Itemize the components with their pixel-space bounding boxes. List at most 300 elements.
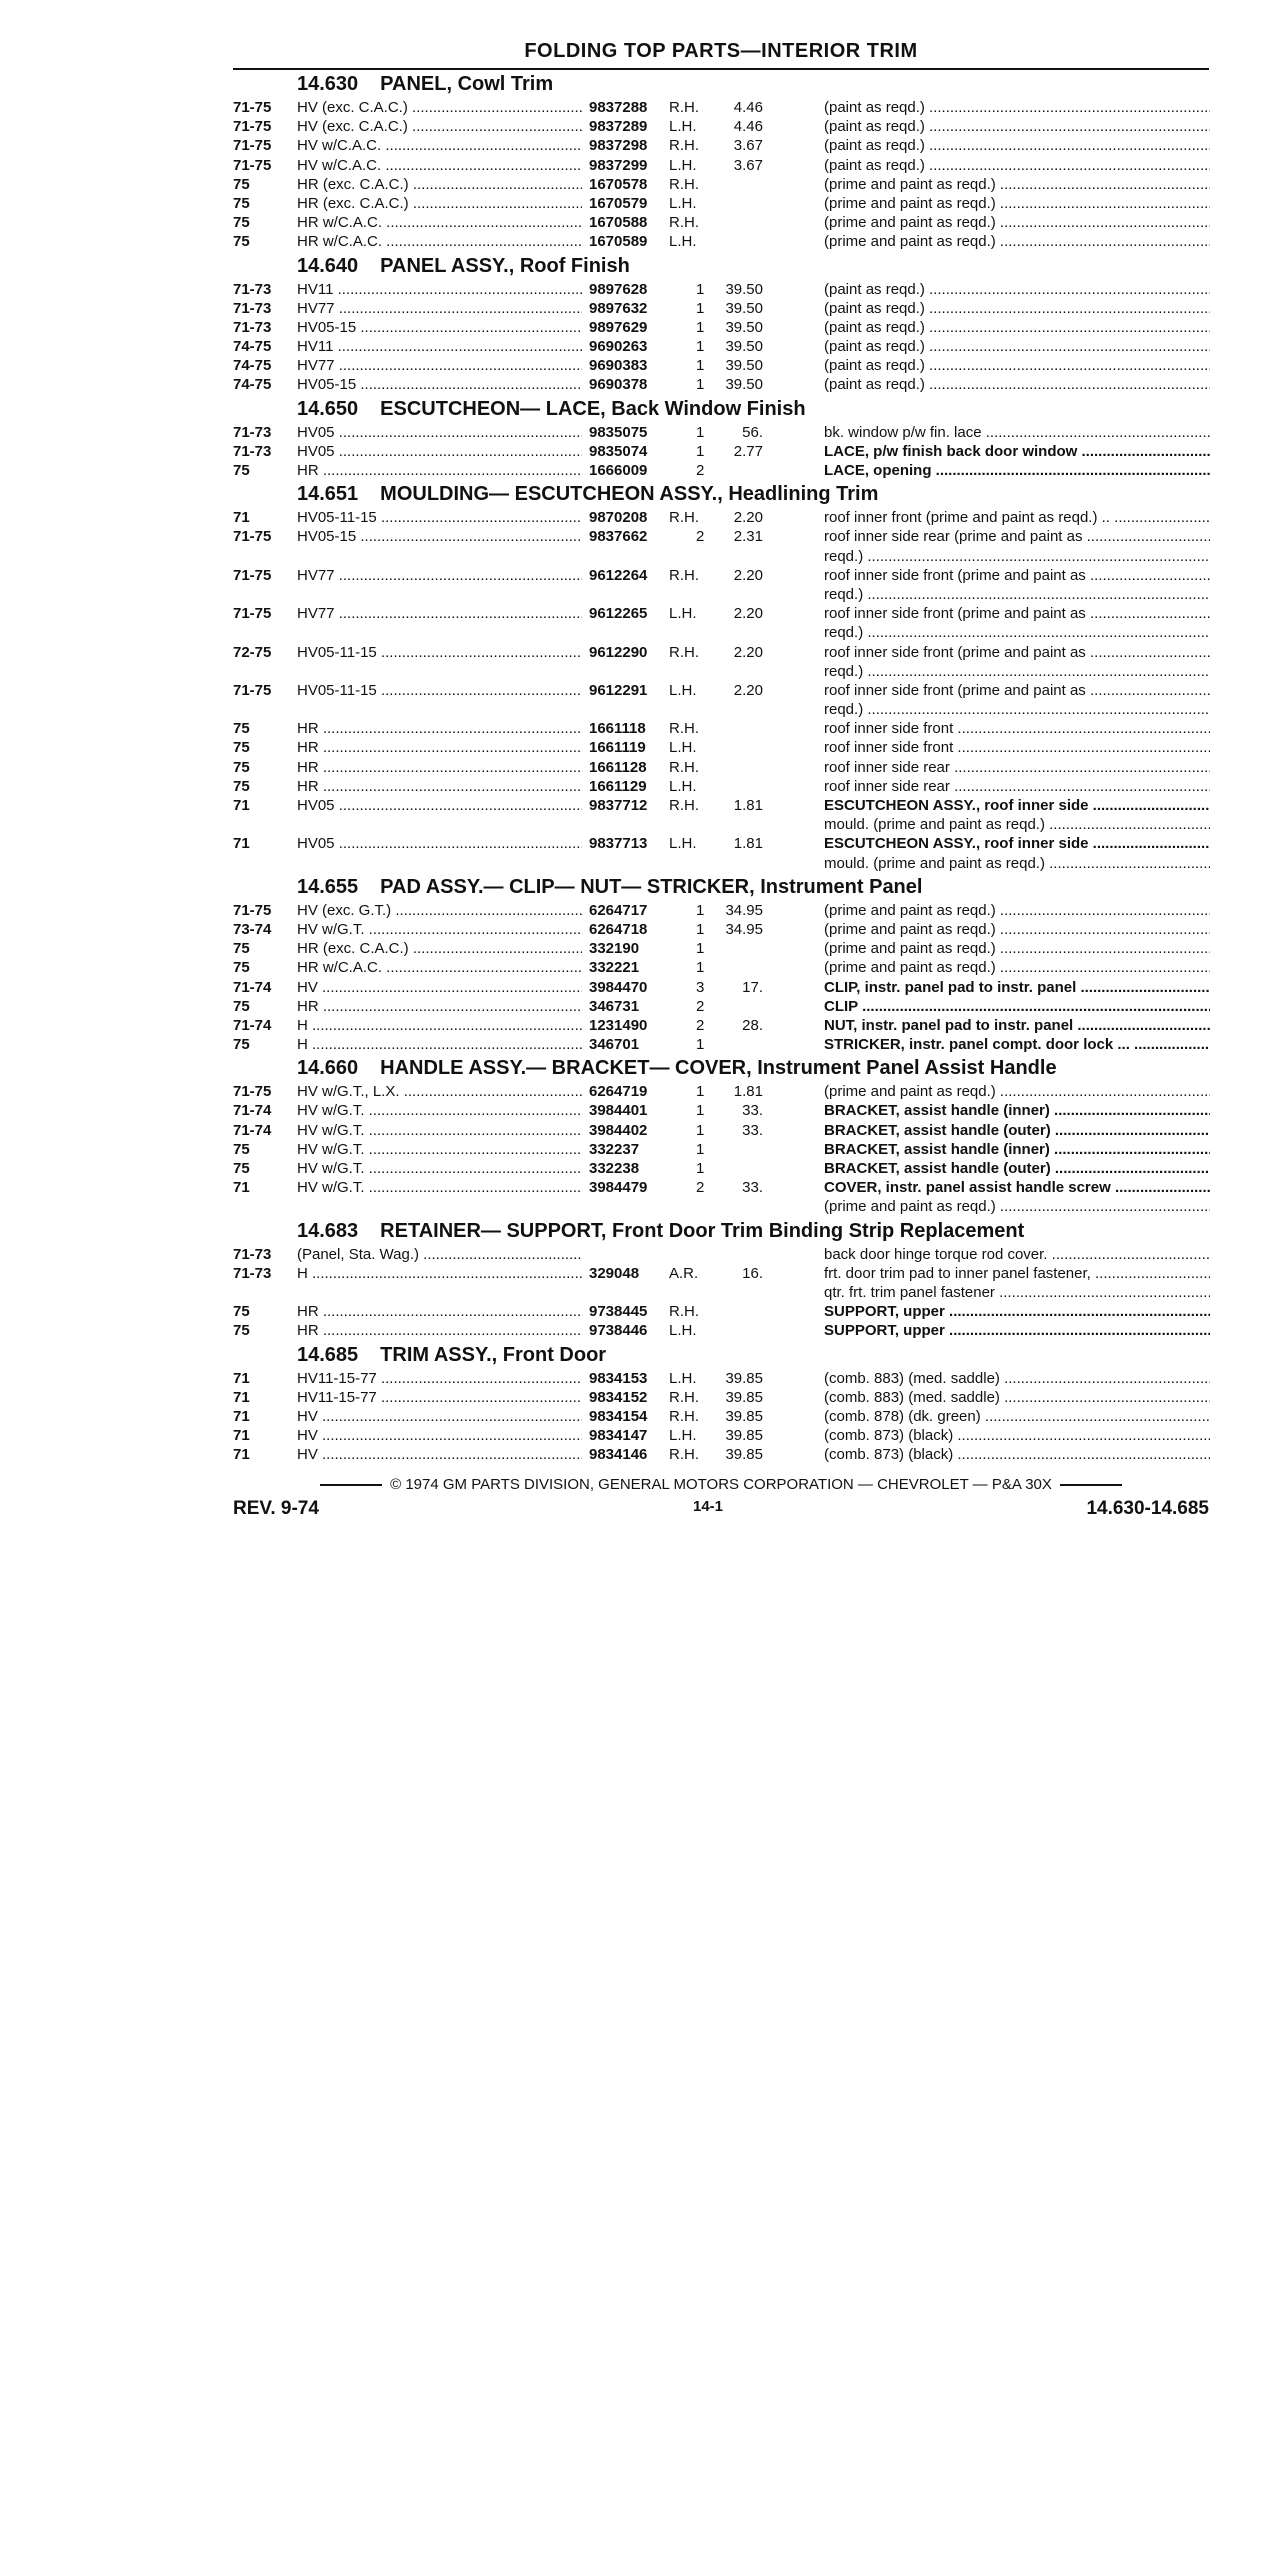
part-row bbox=[233, 1245, 1209, 1264]
part-row bbox=[233, 194, 1209, 213]
model-cell: HV w/C.A.C. ..... bbox=[297, 156, 582, 175]
part-number-cell: 9835075 bbox=[589, 423, 648, 441]
section-name: PAD ASSY.— CLIP— NUT— STRICKER, Instrument Panel bbox=[380, 875, 923, 898]
side-cell: R.H. bbox=[669, 175, 699, 193]
quantity-cell: 1 bbox=[696, 318, 705, 336]
part-number-cell: 9870208 bbox=[589, 509, 648, 527]
part-row bbox=[233, 719, 1209, 738]
model-cell: HV05-11-15 ..... bbox=[297, 681, 582, 700]
section-name: HANDLE ASSY.— BRACKET— COVER, Instrument Panel Assist Handle bbox=[380, 1057, 1057, 1080]
model-cell: HR (exc. C.A.C.) ..... bbox=[297, 939, 582, 958]
quantity-cell: 1 bbox=[696, 920, 705, 938]
description-cell: (prime and paint as reqd.) ..... bbox=[824, 920, 1210, 939]
part-number-cell: 9612264 bbox=[589, 566, 648, 584]
description-cell: (comb. 883) (med. saddle) ..... bbox=[824, 1388, 1210, 1407]
part-number-cell: 1231490 bbox=[589, 1016, 648, 1034]
section-name: PANEL ASSY., Roof Finish bbox=[380, 254, 630, 277]
description-cell: (comb. 883) (med. saddle) ..... bbox=[824, 1369, 1210, 1388]
model-cell: HV w/G.T. ..... bbox=[297, 1101, 582, 1120]
description-cell: roof inner side front ..... bbox=[824, 719, 1210, 738]
year-cell: 71-73 bbox=[233, 423, 272, 441]
part-row: 74-75 HV05-15 ..... 9690378 1 39.50 (paint as reqd.) ..... bbox=[233, 375, 1209, 394]
model-cell: HV w/G.T. ..... bbox=[297, 920, 582, 939]
description-cell: (prime and paint as reqd.) ..... bbox=[824, 1082, 1210, 1101]
part-row bbox=[233, 1140, 1209, 1159]
footer-copyright-line bbox=[233, 1476, 1209, 1498]
model-cell: HV w/G.T. ..... bbox=[297, 1121, 582, 1140]
side-cell: A.R. bbox=[669, 1264, 699, 1282]
model-cell: HV05-15 ..... bbox=[297, 527, 582, 546]
part-number-cell: 1670588 bbox=[589, 214, 648, 232]
side-cell: R.H. bbox=[669, 566, 699, 584]
description-cell: reqd.) ..... bbox=[824, 662, 1210, 681]
description-cell: BRACKET, assist handle (inner) ..... bbox=[824, 1101, 1210, 1120]
parts-catalog-page bbox=[233, 40, 1209, 1522]
section-title bbox=[233, 1054, 1209, 1082]
side-cell: L.H. bbox=[669, 233, 697, 251]
description-cell: (paint as reqd.) ..... bbox=[824, 156, 1210, 175]
part-row: 74-75 HV77 ..... 9690383 1 39.50 (paint as reqd.) ..... bbox=[233, 356, 1209, 375]
year-cell: 71-74 bbox=[233, 1016, 272, 1034]
description-cell: (prime and paint as reqd.) ..... bbox=[824, 958, 1210, 977]
model-cell: HV05-15 ..... bbox=[297, 375, 582, 394]
description-cell: roof inner side front ..... bbox=[824, 738, 1210, 757]
model-cell: H ..... bbox=[297, 1264, 582, 1283]
year-cell: 74-75 bbox=[233, 338, 272, 356]
description-cell: SUPPORT, upper ..... bbox=[824, 1321, 1210, 1340]
part-number-cell: 9738446 bbox=[589, 1322, 648, 1340]
part-row: 71-74 HV w/G.T. ..... 3984401 1 .33 BRACKET, assist handle (inner) ..... bbox=[233, 1101, 1209, 1120]
part-number-cell: 346731 bbox=[589, 997, 640, 1015]
year-cell: 75 bbox=[233, 194, 250, 212]
year-cell: 71-74 bbox=[233, 1102, 272, 1120]
part-row bbox=[233, 1159, 1209, 1178]
year-cell: 71-73 bbox=[233, 280, 272, 298]
part-row: 71 HV11-15-77 ..... 9834153 L.H. 39.85 (comb. 883) (med. saddle) ..... bbox=[233, 1369, 1209, 1388]
side-cell: L.H. bbox=[669, 156, 697, 174]
part-row: 71-75 HV w/C.A.C. ..... 9837299 L.H. 3.67 (paint as reqd.) ..... bbox=[233, 156, 1209, 175]
year-cell: 71-75 bbox=[233, 528, 272, 546]
part-row bbox=[233, 777, 1209, 796]
model-cell: HR w/C.A.C. ..... bbox=[297, 213, 582, 232]
part-row: 71-73 HV77 ..... 9897632 1 39.50 (paint as reqd.) ..... bbox=[233, 299, 1209, 318]
quantity-cell: 1 bbox=[696, 1102, 705, 1120]
side-cell: L.H. bbox=[669, 605, 697, 623]
part-row: 71-75 HV w/C.A.C. ..... 9837298 R.H. 3.67 (paint as reqd.) ..... bbox=[233, 136, 1209, 155]
part-number-cell: 9690383 bbox=[589, 357, 648, 375]
model-cell: HR (exc. C.A.C.) ..... bbox=[297, 194, 582, 213]
part-row: 71 HV05-11-15 ..... 9870208 R.H. 2.20 roof inner front (prime and paint as reqd.) .. ..... bbox=[233, 508, 1209, 527]
description-cell: STRICKER, instr. panel compt. door lock ... ..... bbox=[824, 1035, 1210, 1054]
year-cell: 71 bbox=[233, 1179, 250, 1197]
part-row bbox=[233, 175, 1209, 194]
quantity-cell: 1 bbox=[696, 1121, 705, 1139]
part-row: 71-74 HV ..... 3984470 3 .17 CLIP, instr. panel pad to instr. panel ..... bbox=[233, 978, 1209, 997]
quantity-cell: 1 bbox=[696, 1160, 705, 1177]
year-cell: 71-75 bbox=[233, 156, 272, 174]
part-number-cell: 9690378 bbox=[589, 376, 648, 394]
quantity-cell: 2 bbox=[696, 997, 705, 1015]
part-row bbox=[233, 939, 1209, 958]
side-cell: L.H. bbox=[669, 1369, 697, 1387]
part-row bbox=[233, 547, 1209, 566]
quantity-cell: 2 bbox=[696, 1016, 705, 1034]
part-row: 71-73 HV05 ..... 9835074 1 2.77 LACE, p/w finish back door window ..... bbox=[233, 442, 1209, 461]
model-cell: HV w/C.A.C. ..... bbox=[297, 136, 582, 155]
section-name: RETAINER— SUPPORT, Front Door Trim Binding Strip Replacement bbox=[380, 1219, 1025, 1242]
model-cell: HV05-11-15 ..... bbox=[297, 508, 582, 527]
side-cell: L.H. bbox=[669, 777, 697, 795]
model-cell: HV05-15 ..... bbox=[297, 318, 582, 337]
catalog-section bbox=[233, 1217, 1209, 1341]
model-cell: HV w/G.T. ..... bbox=[297, 1159, 582, 1178]
quantity-cell: 1 bbox=[696, 442, 705, 460]
section-number: 14.630 bbox=[297, 73, 359, 95]
part-row: 73-74 HV w/G.T. ..... 6264718 1 34.95 (prime and paint as reqd.) ..... bbox=[233, 920, 1209, 939]
model-cell: HV ..... bbox=[297, 978, 582, 997]
year-cell: 71 bbox=[233, 1407, 250, 1425]
model-cell: HR ..... bbox=[297, 997, 582, 1016]
part-row: 71-73 HV05 ..... 9835075 1 .56 bk. window p/w fin. lace ..... bbox=[233, 423, 1209, 442]
model-cell: HV05 ..... bbox=[297, 834, 582, 853]
part-number-cell: 1661129 bbox=[589, 777, 647, 795]
model-cell: HV77 ..... bbox=[297, 566, 582, 585]
part-row bbox=[233, 623, 1209, 642]
footer-copyright: © 1974 GM PARTS DIVISION, GENERAL MOTORS CORPORATION — CHEVROLET — P&A 30X bbox=[390, 1476, 1052, 1494]
model-cell: HV (exc. C.A.C.) ..... bbox=[297, 117, 582, 136]
part-number-cell: 9612265 bbox=[589, 605, 648, 623]
year-cell: 71-73 bbox=[233, 318, 272, 336]
year-cell: 75 bbox=[233, 462, 250, 479]
quantity-cell: 1 bbox=[696, 1083, 705, 1101]
year-cell: 75 bbox=[233, 739, 250, 757]
model-cell: HR ..... bbox=[297, 738, 582, 757]
model-cell: HV05 ..... bbox=[297, 423, 582, 442]
model-cell: HV w/G.T. ..... bbox=[297, 1140, 582, 1159]
description-cell: roof inner side rear ..... bbox=[824, 758, 1210, 777]
section-name: ESCUTCHEON— LACE, Back Window Finish bbox=[380, 397, 806, 420]
side-cell: L.H. bbox=[669, 194, 697, 212]
part-row: 71-75 HV77 ..... 9612265 L.H. 2.20 roof inner side front (prime and paint as ..... bbox=[233, 604, 1209, 623]
quantity-cell: 1 bbox=[696, 901, 705, 919]
part-row bbox=[233, 585, 1209, 604]
year-cell: 75 bbox=[233, 997, 250, 1015]
description-cell: roof inner side front (prime and paint as ..... bbox=[824, 566, 1210, 585]
description-cell: (prime and paint as reqd.) ..... bbox=[824, 213, 1210, 232]
year-cell: 71 bbox=[233, 797, 250, 814]
description-cell: mould. (prime and paint as reqd.) ..... bbox=[824, 854, 1210, 873]
year-cell: 71-75 bbox=[233, 681, 272, 699]
description-cell: BRACKET, assist handle (outer) ..... bbox=[824, 1121, 1210, 1140]
section-title bbox=[233, 252, 1209, 280]
part-number-cell: 3984470 bbox=[589, 978, 648, 996]
side-cell: L.H. bbox=[669, 1427, 697, 1445]
year-cell: 71-74 bbox=[233, 978, 272, 996]
section-title bbox=[233, 1341, 1209, 1369]
model-cell: H ..... bbox=[297, 1016, 582, 1035]
quantity-cell: 1 bbox=[696, 423, 705, 441]
part-row: 71-75 HV05-15 ..... 9837662 2 2.31 roof inner side rear (prime and paint as ..... bbox=[233, 527, 1209, 546]
description-cell: bk. window p/w fin. lace ..... bbox=[824, 423, 1210, 442]
section-number: 14.685 bbox=[297, 1343, 359, 1366]
part-number-cell: 1670589 bbox=[589, 233, 648, 251]
quantity-cell: 2 bbox=[696, 1179, 705, 1197]
year-cell: 71-75 bbox=[233, 901, 272, 919]
part-row bbox=[233, 232, 1209, 251]
part-number-cell: 9690263 bbox=[589, 338, 648, 356]
quantity-cell: 1 bbox=[696, 338, 705, 356]
model-cell: HV11-15-77 ..... bbox=[297, 1369, 582, 1388]
section-number: 14.683 bbox=[297, 1219, 359, 1242]
footer-rule-right bbox=[1060, 1484, 1122, 1486]
part-number-cell: 9837662 bbox=[589, 528, 648, 546]
model-cell: HV ..... bbox=[297, 1426, 582, 1445]
part-row: 71-75 HV w/G.T., L.X. ..... 6264719 1 1.81 (prime and paint as reqd.) ..... bbox=[233, 1082, 1209, 1101]
part-row bbox=[233, 1035, 1209, 1054]
part-row: 71-75 HV (exc. G.T.) ..... 6264717 1 34.95 (prime and paint as reqd.) ..... bbox=[233, 901, 1209, 920]
part-row: 71-75 HV (exc. C.A.C.) ..... 9837289 L.H. 4.46 (paint as reqd.) ..... bbox=[233, 117, 1209, 136]
footer-section-range: 14.630-14.685 bbox=[1086, 1498, 1209, 1520]
part-row bbox=[233, 738, 1209, 757]
year-cell: 71 bbox=[233, 1446, 250, 1464]
section-number: 14.655 bbox=[297, 875, 359, 898]
quantity-cell: 1 bbox=[696, 299, 705, 317]
section-title bbox=[233, 480, 1209, 508]
model-cell: HR ..... bbox=[297, 719, 582, 738]
side-cell: R.H. bbox=[669, 99, 699, 116]
part-number-cell: 332221 bbox=[589, 959, 640, 977]
description-cell: (paint as reqd.) ..... bbox=[824, 337, 1210, 356]
part-number-cell: 6264717 bbox=[589, 901, 648, 919]
model-cell: HV77 ..... bbox=[297, 299, 582, 318]
quantity-cell: 1 bbox=[696, 940, 705, 958]
quantity-cell: 1 bbox=[696, 959, 705, 977]
year-cell: 75 bbox=[233, 1322, 250, 1340]
part-number-cell: 1666009 bbox=[589, 462, 648, 479]
side-cell: R.H. bbox=[669, 509, 699, 527]
model-cell: (Panel, Sta. Wag.) ..... bbox=[297, 1245, 582, 1264]
part-number-cell: 1661118 bbox=[589, 720, 646, 738]
side-cell: R.H. bbox=[669, 1407, 699, 1425]
page-header: FOLDING TOP PARTS—INTERIOR TRIM bbox=[233, 40, 1209, 70]
part-row bbox=[233, 700, 1209, 719]
part-row: 71 HV05 ..... 9837712 R.H. 1.81 ESCUTCHEON ASSY., roof inner side ..... bbox=[233, 796, 1209, 815]
section-title bbox=[233, 873, 1209, 901]
description-cell: COVER, instr. panel assist handle screw ..... bbox=[824, 1178, 1210, 1197]
model-cell: HV w/G.T. ..... bbox=[297, 1178, 582, 1197]
quantity-cell: 3 bbox=[696, 978, 705, 996]
description-cell: roof inner side front (prime and paint as ..... bbox=[824, 643, 1210, 662]
year-cell: 75 bbox=[233, 1303, 250, 1321]
part-row: 74-75 HV11 ..... 9690263 1 39.50 (paint as reqd.) ..... bbox=[233, 337, 1209, 356]
part-row bbox=[233, 958, 1209, 977]
description-cell: roof inner side front (prime and paint as ..... bbox=[824, 604, 1210, 623]
section-number: 14.651 bbox=[297, 483, 359, 506]
description-cell: (paint as reqd.) ..... bbox=[824, 299, 1210, 318]
model-cell: HR w/C.A.C. ..... bbox=[297, 232, 582, 251]
part-number-cell: 9738445 bbox=[589, 1303, 648, 1321]
description-cell: (paint as reqd.) ..... bbox=[824, 136, 1210, 155]
description-cell: CLIP, instr. panel pad to instr. panel ..... bbox=[824, 978, 1210, 997]
description-cell: roof inner front (prime and paint as reqd.) .. ..... bbox=[824, 508, 1210, 527]
section-name: TRIM ASSY., Front Door bbox=[380, 1343, 607, 1366]
year-cell: 72-75 bbox=[233, 643, 272, 661]
part-number-cell: 9834146 bbox=[589, 1446, 648, 1464]
model-cell: HV ..... bbox=[297, 1445, 582, 1464]
year-cell: 71-73 bbox=[233, 442, 272, 460]
model-cell: HR ..... bbox=[297, 1302, 582, 1321]
part-row: 71 HV ..... 9834146 R.H. 39.85 (comb. 873) (black) ..... bbox=[233, 1445, 1209, 1464]
description-cell: CLIP ..... bbox=[824, 997, 1210, 1016]
side-cell: L.H. bbox=[669, 681, 697, 699]
year-cell: 75 bbox=[233, 940, 250, 958]
part-row: 71-75 HV05-11-15 ..... 9612291 L.H. 2.20 roof inner side front (prime and paint as ..... bbox=[233, 681, 1209, 700]
catalog-section bbox=[233, 1054, 1209, 1216]
description-cell: (prime and paint as reqd.) ..... bbox=[824, 194, 1210, 213]
side-cell: R.H. bbox=[669, 1446, 699, 1464]
part-row bbox=[233, 815, 1209, 834]
part-number-cell: 3984479 bbox=[589, 1179, 648, 1197]
part-number-cell: 332238 bbox=[589, 1160, 640, 1177]
description-cell: reqd.) ..... bbox=[824, 585, 1210, 604]
description-cell: (paint as reqd.) ..... bbox=[824, 318, 1210, 337]
description-cell: roof inner side rear (prime and paint as ..... bbox=[824, 527, 1210, 546]
year-cell: 74-75 bbox=[233, 357, 272, 375]
part-number-cell: 9837713 bbox=[589, 835, 648, 853]
model-cell: HV77 ..... bbox=[297, 356, 582, 375]
section-title bbox=[233, 70, 1209, 98]
description-cell: (prime and paint as reqd.) ..... bbox=[824, 175, 1210, 194]
part-number-cell: 1661128 bbox=[589, 758, 647, 776]
side-cell: R.H. bbox=[669, 758, 699, 776]
description-cell: (comb. 878) (dk. green) ..... bbox=[824, 1407, 1210, 1426]
description-cell: (paint as reqd.) ..... bbox=[824, 375, 1210, 394]
model-cell: HV11-15-77 ..... bbox=[297, 1388, 582, 1407]
part-row bbox=[233, 1321, 1209, 1340]
part-row: 72-75 HV05-11-15 ..... 9612290 R.H. 2.20 roof inner side front (prime and paint as ..... bbox=[233, 643, 1209, 662]
part-row: 71 HV w/G.T. ..... 3984479 2 .33 COVER, instr. panel assist handle screw ..... bbox=[233, 1178, 1209, 1197]
model-cell: HV05 ..... bbox=[297, 796, 582, 815]
section-title bbox=[233, 1217, 1209, 1245]
description-cell: (prime and paint as reqd.) ..... bbox=[824, 232, 1210, 251]
model-cell: HV11 ..... bbox=[297, 280, 582, 299]
side-cell: R.H. bbox=[669, 214, 699, 232]
model-cell: HR ..... bbox=[297, 777, 582, 796]
description-cell: reqd.) ..... bbox=[824, 623, 1210, 642]
description-cell: reqd.) ..... bbox=[824, 700, 1210, 719]
part-row: 71 HV ..... 9834154 R.H. 39.85 (comb. 878) (dk. green) ..... bbox=[233, 1407, 1209, 1426]
quantity-cell: 2 bbox=[696, 528, 705, 546]
year-cell: 75 bbox=[233, 233, 250, 251]
description-cell: LACE, opening ..... bbox=[824, 461, 1210, 480]
year-cell: 71 bbox=[233, 509, 250, 527]
year-cell: 71-74 bbox=[233, 1121, 272, 1139]
part-number-cell: 1670578 bbox=[589, 175, 648, 193]
description-cell: (paint as reqd.) ..... bbox=[824, 117, 1210, 136]
part-number-cell: 332190 bbox=[589, 940, 640, 958]
year-cell: 75 bbox=[233, 758, 250, 776]
model-cell: HV (exc. G.T.) ..... bbox=[297, 901, 582, 920]
year-cell: 71-75 bbox=[233, 137, 272, 155]
catalog-section bbox=[233, 480, 1209, 873]
part-row: 71-75 HV77 ..... 9612264 R.H. 2.20 roof inner side front (prime and paint as ..... bbox=[233, 566, 1209, 585]
year-cell: 71-73 bbox=[233, 1245, 272, 1263]
section-number: 14.660 bbox=[297, 1057, 359, 1080]
year-cell: 71 bbox=[233, 1369, 250, 1387]
description-cell: NUT, instr. panel pad to instr. panel ..... bbox=[824, 1016, 1210, 1035]
year-cell: 71 bbox=[233, 835, 250, 853]
side-cell: R.H. bbox=[669, 137, 699, 155]
model-cell: HV11 ..... bbox=[297, 337, 582, 356]
model-cell: HV05 ..... bbox=[297, 442, 582, 461]
part-row: 71 HV05 ..... 9837713 L.H. 1.81 ESCUTCHEON ASSY., roof inner side ..... bbox=[233, 834, 1209, 853]
part-number-cell: 9835074 bbox=[589, 442, 648, 460]
catalog-section bbox=[233, 70, 1209, 252]
description-cell: (comb. 873) (black) ..... bbox=[824, 1445, 1210, 1464]
model-cell: HV05-11-15 ..... bbox=[297, 643, 582, 662]
year-cell: 75 bbox=[233, 720, 250, 738]
description-cell: ESCUTCHEON ASSY., roof inner side ..... bbox=[824, 834, 1210, 853]
part-row bbox=[233, 461, 1209, 480]
year-cell: 75 bbox=[233, 777, 250, 795]
part-number-cell: 9834153 bbox=[589, 1369, 648, 1387]
side-cell: R.H. bbox=[669, 1303, 699, 1321]
year-cell: 71-73 bbox=[233, 299, 272, 317]
part-row bbox=[233, 854, 1209, 873]
year-cell: 71 bbox=[233, 1388, 250, 1406]
section-number: 14.640 bbox=[297, 254, 359, 277]
description-cell: BRACKET, assist handle (inner) ..... bbox=[824, 1140, 1210, 1159]
footer-rule-left bbox=[320, 1484, 382, 1486]
quantity-cell: 1 bbox=[696, 280, 705, 298]
side-cell: R.H. bbox=[669, 1388, 699, 1406]
part-row: 71-75 HV (exc. C.A.C.) ..... 9837288 R.H. 4.46 (paint as reqd.) ..... bbox=[233, 98, 1209, 117]
model-cell: HV (exc. C.A.C.) ..... bbox=[297, 98, 582, 117]
part-number-cell: 9612290 bbox=[589, 643, 648, 661]
part-row bbox=[233, 997, 1209, 1016]
quantity-cell: 1 bbox=[696, 376, 705, 394]
part-row: 71-74 H ..... 1231490 2 .28 NUT, instr. panel pad to instr. panel ..... bbox=[233, 1016, 1209, 1035]
quantity-cell: 1 bbox=[696, 1036, 705, 1054]
part-row bbox=[233, 1283, 1209, 1302]
year-cell: 74-75 bbox=[233, 376, 272, 394]
description-cell: (paint as reqd.) ..... bbox=[824, 356, 1210, 375]
side-cell: L.H. bbox=[669, 1322, 697, 1340]
part-row bbox=[233, 662, 1209, 681]
year-cell: 75 bbox=[233, 175, 250, 193]
description-cell: (paint as reqd.) ..... bbox=[824, 280, 1210, 299]
part-row bbox=[233, 1197, 1209, 1216]
part-number-cell: 9612291 bbox=[589, 681, 648, 699]
part-number-cell: 1661119 bbox=[589, 739, 646, 757]
part-row bbox=[233, 1302, 1209, 1321]
model-cell: HR (exc. C.A.C.) ..... bbox=[297, 175, 582, 194]
description-cell: reqd.) ..... bbox=[824, 547, 1210, 566]
side-cell: R.H. bbox=[669, 797, 699, 814]
year-cell: 75 bbox=[233, 214, 250, 232]
quantity-cell: 1 bbox=[696, 1140, 705, 1158]
part-number-cell: 6264719 bbox=[589, 1083, 648, 1101]
description-cell: mould. (prime and paint as reqd.) ..... bbox=[824, 815, 1210, 834]
catalog-section bbox=[233, 252, 1209, 395]
part-row: 71 HV11-15-77 ..... 9834152 R.H. 39.85 (comb. 883) (med. saddle) ..... bbox=[233, 1388, 1209, 1407]
part-number-cell: 9897628 bbox=[589, 280, 648, 298]
year-cell: 71-75 bbox=[233, 605, 272, 623]
year-cell: 73-74 bbox=[233, 920, 272, 938]
part-number-cell: 9837712 bbox=[589, 797, 648, 814]
part-number-cell: 1670579 bbox=[589, 194, 648, 212]
part-number-cell: 346701 bbox=[589, 1036, 640, 1054]
